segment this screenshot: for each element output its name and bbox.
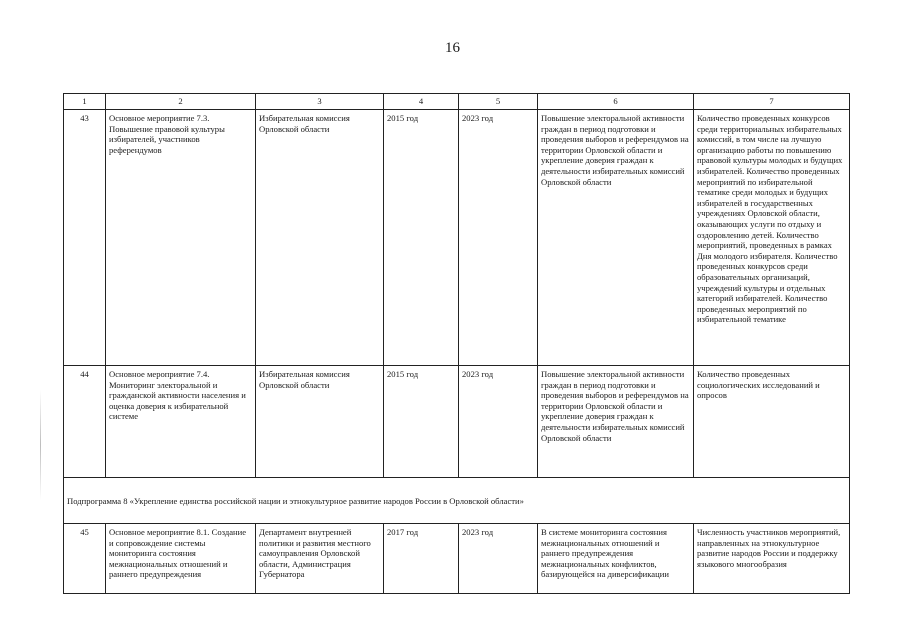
end-year-text: 2023 год (462, 527, 494, 537)
event-cell (106, 524, 256, 594)
header-cell: 4 (384, 94, 459, 110)
row-number: 43 (64, 110, 106, 366)
executor-cell (256, 524, 384, 594)
header-cell: 6 (538, 94, 694, 110)
start-year-cell (384, 524, 459, 594)
indicators-text: Численность участников мероприятий, направленных на этнокультурное развитие народов России и поддержку языкового многообразия (697, 527, 841, 569)
executor-cell: Избирательная комиссия Орловской области (256, 110, 384, 366)
table-row (64, 524, 850, 594)
executor-text: Департамент внутренней политики и развития местного самоуправления Орловской области, Администрация Губернатора (259, 527, 371, 580)
header-cell: 7 (694, 94, 850, 110)
event-text: Основное мероприятие 8.1. Создание и сопровождение системы мониторинга состояния межнациональных отношений и раннего предупреждения (109, 527, 247, 580)
header-cell: 2 (106, 94, 256, 110)
row-number: 44 (64, 366, 106, 478)
start-year-cell: 2015 год (384, 110, 459, 366)
subprogram-title: Подпрограмма 8 «Укрепление единства российской нации и этнокультурное развитие народов России в Орловской области» (64, 478, 850, 524)
table-row (64, 110, 850, 366)
program-table (63, 93, 850, 594)
start-year-cell: 2015 год (384, 366, 459, 478)
event-cell: Основное мероприятие 7.4. Мониторинг электоральной и гражданской активности населения и оценка доверия к избирательной системе (106, 366, 256, 478)
scan-artifact (40, 390, 41, 500)
event-cell: Основное мероприятие 7.3. Повышение правовой культуры избирателей, участников референдумов (106, 110, 256, 366)
row-number (64, 524, 106, 594)
result-text: В системе мониторинга состояния межнациональных отношений и раннего предупреждения межнациональных конфликтов, базирующейся на диверсификации (541, 527, 669, 580)
end-year-cell: 2023 год (459, 110, 538, 366)
start-year-text: 2017 год (387, 527, 419, 537)
row-number-text: 45 (80, 527, 89, 537)
result-cell: Повышение электоральной активности граждан в период подготовки и проведения выборов и референдумов на территории Орловской области и укрепление доверия граждан к деятельности избирательных комиссий Орловской области (538, 110, 694, 366)
end-year-cell (459, 524, 538, 594)
executor-cell: Избирательная комиссия Орловской области (256, 366, 384, 478)
table-row (64, 366, 850, 478)
page-number: 16 (445, 40, 460, 56)
header-cell: 1 (64, 94, 106, 110)
header-cell: 3 (256, 94, 384, 110)
result-cell: Повышение электоральной активности граждан в период подготовки и проведения выборов и референдумов на территории Орловской области и укрепление доверия граждан к деятельности избирательных комиссий Орловской области (538, 366, 694, 478)
subprogram-row (64, 478, 850, 524)
end-year-cell: 2023 год (459, 366, 538, 478)
header-cell: 5 (459, 94, 538, 110)
indicators-cell (694, 524, 850, 594)
indicators-cell: Количество проведенных конкурсов среди территориальных избирательных комиссий, в том числе на лучшую организацию работы по повышению правовой культуры молодых и будущих избирателей. Количество проведенных мероприятий по избирательной тематике среди молодых и будущих избирателей в государственных учреждениях Орловской области, оказывающих услуги по отдыху и оздоровлению детей. Количество мероприятий, проведенных в рамках Дня молодого избирателя. Количество проведенных конкурсов среди образовательных организаций, учреждений культуры и отдельных категорий избирателей. Количество проведенных мероприятий по избирательной тематике (694, 110, 850, 366)
table-header-row (64, 94, 850, 110)
indicators-cell: Количество проведенных социологических исследований и опросов (694, 366, 850, 478)
result-cell (538, 524, 694, 594)
